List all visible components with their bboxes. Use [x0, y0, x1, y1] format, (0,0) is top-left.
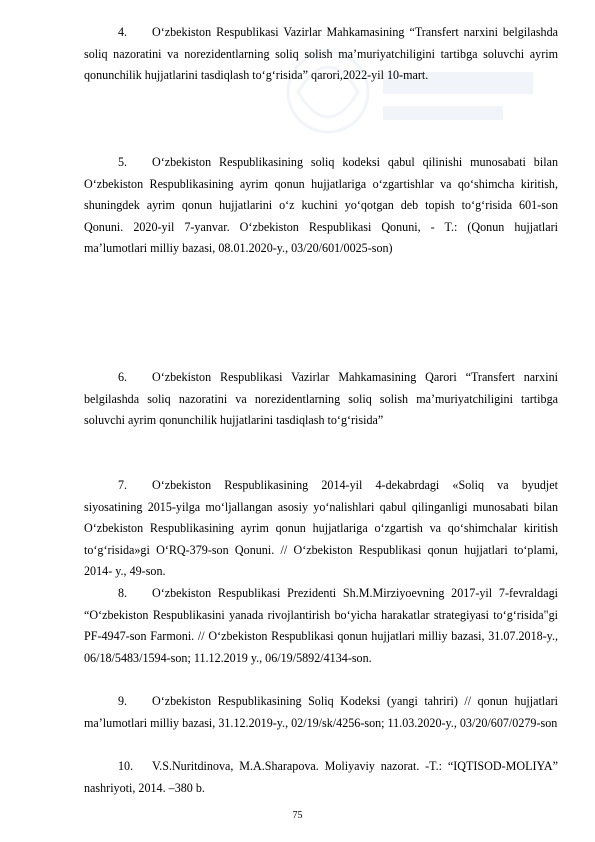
reference-text: O‘zbekiston Respublikasi Vazirlar Mahkamasining “Transfert narxini belgilashda soliq nazoratini va norezidentlarning soliq solish ma’muriyatchiligini tartibga soluvchi ayrim qonunchilik hujjatlarini tasdiqlash to‘g‘risida” qarori,2022-yil 10-mart.: [84, 25, 558, 82]
reference-text: V.S.Nuritdinova, M.A.Sharapova. Moliyaviy nazorat. -T.: “IQTISOD-MOLIYA” nashriyoti, 2014. –380 b.: [84, 759, 558, 795]
reference-number: 9.: [118, 694, 128, 708]
reference-item: [84, 756, 558, 799]
reference-item: [84, 475, 558, 583]
reference-number: 10.: [118, 759, 134, 773]
page-number: 75: [292, 810, 303, 821]
reference-number: 4.: [118, 25, 128, 39]
reference-text: O‘zbekiston Respublikasining Soliq Kodeksi (yangi tahriri) // qonun hujjatlari ma’lumotlari milliy bazasi, 31.12.2019-y., 02/19/sk/4256-son; 11.03.2020-y., 03/20/607/0279-son: [84, 694, 558, 730]
reference-item: [84, 691, 558, 734]
reference-text: O‘zbekiston Respublikasining soliq kodeksi qabul qilinishi munosabati bilan O‘zbekiston Respublikasining ayrim qonun hujjatlariga o‘zgartishlar va qo‘shimcha kiritish, shuningdek ayrim qonun hujjatlarini o‘z kuchini yo‘qotgan deb topish to‘g‘risida 601-son Qonuni. 2020-yil 7-yanvar. O‘zbekiston Respublikasi Qonuni, - T.: (Qonun hujjatlari ma’lumotlari milliy bazasi, 08.01.2020-y., 03/20/601/0025-son): [84, 155, 558, 255]
reference-number: 8.: [118, 586, 128, 600]
reference-item: [84, 583, 558, 669]
reference-item: [84, 22, 558, 87]
reference-number: 5.: [118, 155, 128, 169]
reference-text: O‘zbekiston Respublikasi Vazirlar Mahkamasining Qarori “Transfert narxini belgilashda soliq nazoratini va norezidentlarning soliq solish ma’muriyatchiligini tartibga soluvchi ayrim qonunchilik hujjatlarini tasdiqlash to‘g‘risida”: [84, 370, 558, 427]
reference-number: 7.: [118, 478, 128, 492]
reference-text: O‘zbekiston Respublikasining 2014-yil 4-dekabrdagi «Soliq va byudjet siyosatining 2015-yilga mo‘ljallangan asosiy yo‘nalishlari qabul qilinganligi munosabati bilan O‘zbekiston Respublikasining ayrim qonun hujjatlariga o‘zgartish va qo‘shimchalar kiritish to‘g‘risida»gi O‘RQ-379-son Qonuni. // O‘zbekiston Respublikasi qonun hujjatlari to‘plami, 2014- y., 49-son.: [84, 478, 558, 578]
reference-text: O‘zbekiston Respublikasi Prezidenti Sh.M.Mirziyoevning 2017-yil 7-fevraldagi “O‘zbekiston Respublikasini yanada rivojlantirish bo‘yicha harakatlar strategiyasi to‘g‘risida"gi PF-4947-son Farmoni. // O‘zbekiston Respublikasi qonun hujjatlari milliy bazasi, 31.07.2018-y., 06/18/5483/1594-son; 11.12.2019 y., 06/19/5892/4134-son.: [84, 586, 558, 665]
reference-item: [84, 152, 558, 260]
reference-item: [84, 367, 558, 432]
reference-number: 6.: [118, 370, 128, 384]
